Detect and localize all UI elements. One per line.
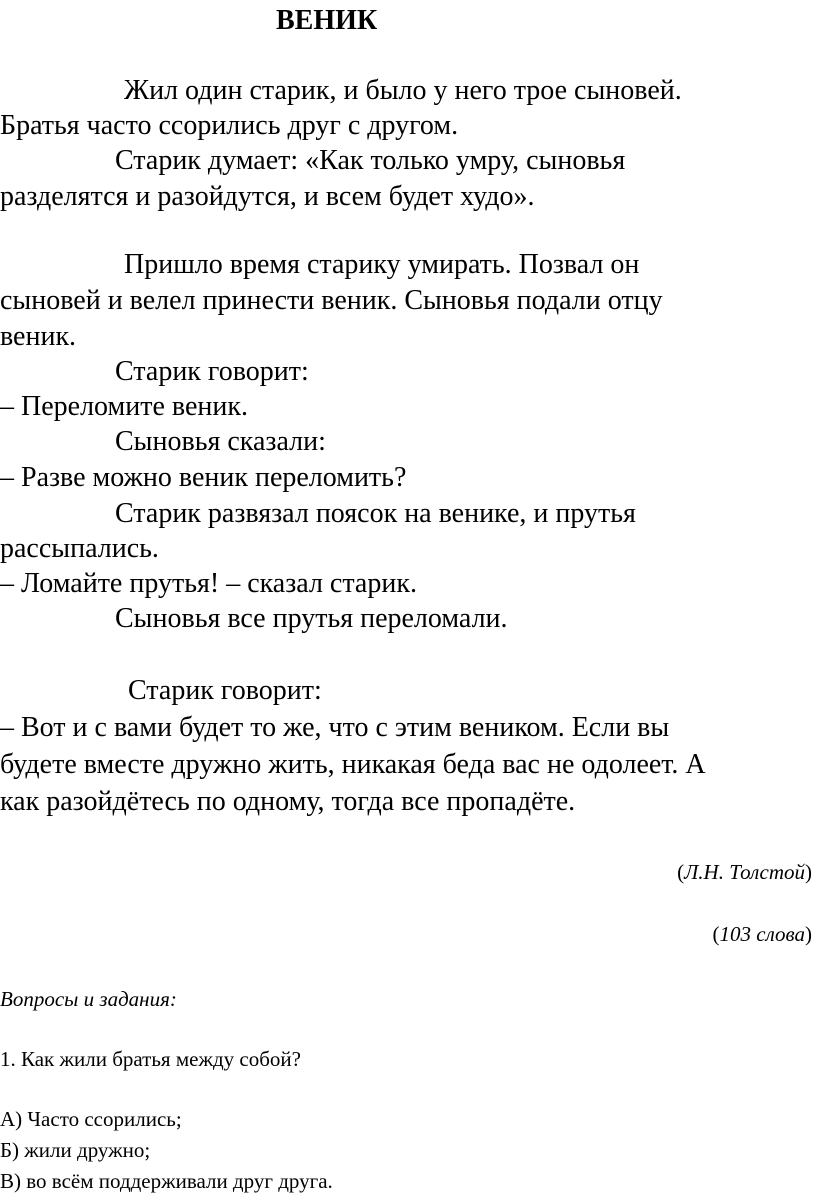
page-title: ВЕНИК xyxy=(276,5,378,36)
story-line: Братья часто ссорились друг с другом. xyxy=(0,110,459,141)
story-line: сыновей и велел принести веник. Сыновья подали отцу xyxy=(0,285,663,316)
story-line: Жил один старик, и было у него трое сыновей. xyxy=(124,75,682,106)
story-line: как разойдётесь по одному, тогда все пропадёте. xyxy=(0,786,576,817)
answer-option: Б) жили дружно; xyxy=(0,1138,151,1162)
story-line: Старик говорит: xyxy=(115,356,309,387)
story-line: – Вот и с вами будет то же, что с этим веником. Если вы xyxy=(0,712,670,743)
author-credit xyxy=(677,858,812,886)
word-count-open-paren: ( xyxy=(712,922,720,946)
story-line: – Разве можно веник переломить? xyxy=(0,462,407,493)
answer-option: В) во всём поддерживали друг друга. xyxy=(0,1169,333,1193)
story-line: Сыновья сказали: xyxy=(115,426,326,457)
story-line: – Ломайте прутья! – сказал старик. xyxy=(0,568,417,599)
story-line: Сыновья все прутья переломали. xyxy=(115,603,508,634)
story-line: Старик думает: «Как только умру, сыновья xyxy=(115,145,626,176)
author-close-paren: ) xyxy=(805,860,812,884)
story-line: Пришло время старику умирать. Позвал он xyxy=(124,249,640,280)
word-count-unit: слова xyxy=(751,922,805,946)
word-count-close-paren: ) xyxy=(805,922,812,946)
question-text: 1. Как жили братья между собой? xyxy=(0,1047,301,1071)
word-count-number: 103 xyxy=(719,922,752,946)
questions-heading: Вопросы и задания: xyxy=(0,987,177,1011)
story-line: веник. xyxy=(0,321,77,352)
answer-option: А) Часто ссорились; xyxy=(0,1107,182,1131)
word-count xyxy=(713,920,812,948)
author-open-paren: ( xyxy=(677,860,685,884)
story-line: будете вместе дружно жить, никакая беда вас не одолеет. А xyxy=(0,749,706,780)
story-line: рассыпались. xyxy=(0,533,159,564)
story-line: – Переломите веник. xyxy=(0,391,248,422)
story-line: Старик говорит: xyxy=(128,675,322,706)
story-line: разделятся и разойдутся, и всем будет худо». xyxy=(0,181,535,212)
author-name: Л.Н. Толстой xyxy=(684,860,805,884)
story-line: Старик развязал поясок на венике, и прутья xyxy=(115,498,636,529)
